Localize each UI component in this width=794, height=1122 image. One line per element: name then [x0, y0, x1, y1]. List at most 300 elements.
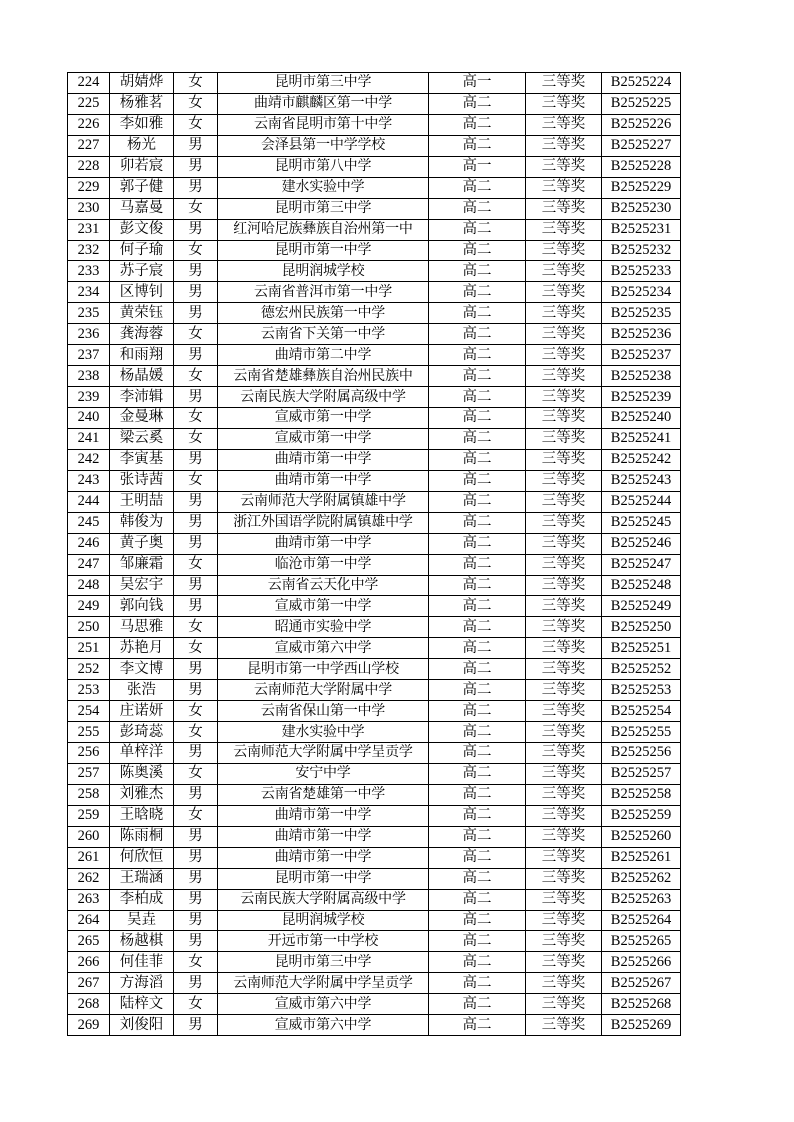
row-number-cell: 226 [68, 114, 110, 135]
gender-cell: 男 [174, 303, 218, 324]
award-level-cell: 三等奖 [526, 324, 602, 345]
award-level-cell: 三等奖 [526, 135, 602, 156]
certificate-number-cell: B2525256 [602, 743, 681, 764]
gender-cell: 男 [174, 135, 218, 156]
student-name-cell: 何佳菲 [110, 952, 174, 973]
award-level-cell: 三等奖 [526, 910, 602, 931]
award-level-cell: 三等奖 [526, 93, 602, 114]
gender-cell: 女 [174, 470, 218, 491]
certificate-number-cell: B2525237 [602, 345, 681, 366]
row-number-cell: 246 [68, 533, 110, 554]
row-number-cell: 245 [68, 512, 110, 533]
student-name-cell: 庄诺妍 [110, 701, 174, 722]
row-number-cell: 261 [68, 847, 110, 868]
student-name-cell: 杨越棋 [110, 931, 174, 952]
grade-cell: 高二 [429, 512, 526, 533]
gender-cell: 男 [174, 282, 218, 303]
gender-cell: 男 [174, 345, 218, 366]
gender-cell: 女 [174, 554, 218, 575]
school-cell: 曲靖市麒麟区第一中学 [218, 93, 429, 114]
student-name-cell: 单梓洋 [110, 743, 174, 764]
table-row [68, 931, 681, 952]
school-cell: 昆明润城学校 [218, 261, 429, 282]
gender-cell: 女 [174, 93, 218, 114]
row-number-cell: 256 [68, 743, 110, 764]
gender-cell: 男 [174, 533, 218, 554]
award-level-cell: 三等奖 [526, 408, 602, 429]
award-level-cell: 三等奖 [526, 763, 602, 784]
gender-cell: 男 [174, 889, 218, 910]
table-row [68, 1015, 681, 1036]
grade-cell: 高二 [429, 889, 526, 910]
table-row [68, 596, 681, 617]
grade-cell: 高二 [429, 114, 526, 135]
grade-cell: 高二 [429, 952, 526, 973]
student-name-cell: 王瑞涵 [110, 868, 174, 889]
grade-cell: 高二 [429, 617, 526, 638]
table-row [68, 198, 681, 219]
grade-cell: 高二 [429, 805, 526, 826]
table-row [68, 826, 681, 847]
gender-cell: 男 [174, 156, 218, 177]
gender-cell: 女 [174, 617, 218, 638]
school-cell: 昭通市实验中学 [218, 617, 429, 638]
grade-cell: 高二 [429, 638, 526, 659]
school-cell: 云南省楚雄彝族自治州民族中 [218, 366, 429, 387]
certificate-number-cell: B2525239 [602, 387, 681, 408]
certificate-number-cell: B2525235 [602, 303, 681, 324]
student-name-cell: 方海滔 [110, 973, 174, 994]
certificate-number-cell: B2525238 [602, 366, 681, 387]
table-row [68, 889, 681, 910]
gender-cell: 女 [174, 763, 218, 784]
row-number-cell: 254 [68, 701, 110, 722]
student-name-cell: 吴宏宇 [110, 575, 174, 596]
student-name-cell: 李沛辑 [110, 387, 174, 408]
table-row [68, 512, 681, 533]
table-row [68, 282, 681, 303]
school-cell: 昆明市第三中学 [218, 198, 429, 219]
school-cell: 云南民族大学附属高级中学 [218, 387, 429, 408]
certificate-number-cell: B2525252 [602, 659, 681, 680]
certificate-number-cell: B2525224 [602, 73, 681, 94]
student-name-cell: 区博钊 [110, 282, 174, 303]
grade-cell: 高二 [429, 847, 526, 868]
row-number-cell: 251 [68, 638, 110, 659]
grade-cell: 高二 [429, 303, 526, 324]
student-name-cell: 苏艳月 [110, 638, 174, 659]
school-cell: 云南省云天化中学 [218, 575, 429, 596]
award-level-cell: 三等奖 [526, 261, 602, 282]
table-row [68, 449, 681, 470]
row-number-cell: 255 [68, 722, 110, 743]
gender-cell: 男 [174, 784, 218, 805]
table-row [68, 743, 681, 764]
row-number-cell: 225 [68, 93, 110, 114]
student-name-cell: 胡婧烨 [110, 73, 174, 94]
certificate-number-cell: B2525244 [602, 491, 681, 512]
student-name-cell: 吴垚 [110, 910, 174, 931]
student-name-cell: 金曼琳 [110, 408, 174, 429]
grade-cell: 高二 [429, 408, 526, 429]
grade-cell: 高二 [429, 973, 526, 994]
gender-cell: 男 [174, 596, 218, 617]
table-row [68, 491, 681, 512]
award-level-cell: 三等奖 [526, 533, 602, 554]
certificate-number-cell: B2525268 [602, 994, 681, 1015]
row-number-cell: 252 [68, 659, 110, 680]
student-name-cell: 郭向钱 [110, 596, 174, 617]
grade-cell: 高一 [429, 73, 526, 94]
grade-cell: 高二 [429, 868, 526, 889]
table-row [68, 784, 681, 805]
table-row [68, 387, 681, 408]
gender-cell: 男 [174, 177, 218, 198]
grade-cell: 高二 [429, 366, 526, 387]
gender-cell: 男 [174, 491, 218, 512]
award-level-cell: 三等奖 [526, 826, 602, 847]
row-number-cell: 258 [68, 784, 110, 805]
row-number-cell: 234 [68, 282, 110, 303]
row-number-cell: 264 [68, 910, 110, 931]
gender-cell: 女 [174, 114, 218, 135]
school-cell: 曲靖市第一中学 [218, 847, 429, 868]
school-cell: 曲靖市第一中学 [218, 826, 429, 847]
school-cell: 昆明市第三中学 [218, 73, 429, 94]
table-row [68, 659, 681, 680]
award-level-cell: 三等奖 [526, 449, 602, 470]
row-number-cell: 229 [68, 177, 110, 198]
award-level-cell: 三等奖 [526, 428, 602, 449]
school-cell: 开远市第一中学校 [218, 931, 429, 952]
certificate-number-cell: B2525266 [602, 952, 681, 973]
student-name-cell: 张浩 [110, 680, 174, 701]
gender-cell: 女 [174, 994, 218, 1015]
certificate-number-cell: B2525236 [602, 324, 681, 345]
grade-cell: 高二 [429, 722, 526, 743]
certificate-number-cell: B2525226 [602, 114, 681, 135]
gender-cell: 女 [174, 722, 218, 743]
award-level-cell: 三等奖 [526, 847, 602, 868]
school-cell: 云南师范大学附属中学呈贡学 [218, 743, 429, 764]
row-number-cell: 242 [68, 449, 110, 470]
certificate-number-cell: B2525267 [602, 973, 681, 994]
grade-cell: 高二 [429, 261, 526, 282]
school-cell: 临沧市第一中学 [218, 554, 429, 575]
gender-cell: 男 [174, 973, 218, 994]
school-cell: 昆明市第一中学 [218, 868, 429, 889]
certificate-number-cell: B2525254 [602, 701, 681, 722]
award-level-cell: 三等奖 [526, 156, 602, 177]
table-row [68, 638, 681, 659]
table-row [68, 261, 681, 282]
school-cell: 德宏州民族第一中学 [218, 303, 429, 324]
school-cell: 宣威市第一中学 [218, 596, 429, 617]
school-cell: 昆明市第一中学 [218, 240, 429, 261]
gender-cell: 男 [174, 261, 218, 282]
school-cell: 昆明市第三中学 [218, 952, 429, 973]
row-number-cell: 244 [68, 491, 110, 512]
certificate-number-cell: B2525233 [602, 261, 681, 282]
grade-cell: 高二 [429, 994, 526, 1015]
certificate-number-cell: B2525227 [602, 135, 681, 156]
school-cell: 云南师范大学附属中学呈贡学 [218, 973, 429, 994]
certificate-number-cell: B2525240 [602, 408, 681, 429]
student-name-cell: 王明喆 [110, 491, 174, 512]
certificate-number-cell: B2525265 [602, 931, 681, 952]
gender-cell: 男 [174, 743, 218, 764]
award-level-cell: 三等奖 [526, 303, 602, 324]
certificate-number-cell: B2525262 [602, 868, 681, 889]
grade-cell: 高二 [429, 219, 526, 240]
row-number-cell: 237 [68, 345, 110, 366]
award-level-cell: 三等奖 [526, 73, 602, 94]
award-level-cell: 三等奖 [526, 345, 602, 366]
certificate-number-cell: B2525253 [602, 680, 681, 701]
grade-cell: 高二 [429, 240, 526, 261]
table-row [68, 240, 681, 261]
row-number-cell: 240 [68, 408, 110, 429]
table-row [68, 868, 681, 889]
award-level-cell: 三等奖 [526, 366, 602, 387]
table-row [68, 847, 681, 868]
row-number-cell: 259 [68, 805, 110, 826]
gender-cell: 男 [174, 659, 218, 680]
table-row [68, 345, 681, 366]
gender-cell: 男 [174, 387, 218, 408]
table-row [68, 701, 681, 722]
award-level-cell: 三等奖 [526, 722, 602, 743]
table-row [68, 470, 681, 491]
school-cell: 云南省普洱市第一中学 [218, 282, 429, 303]
row-number-cell: 243 [68, 470, 110, 491]
grade-cell: 高二 [429, 177, 526, 198]
row-number-cell: 224 [68, 73, 110, 94]
table-row [68, 324, 681, 345]
award-level-cell: 三等奖 [526, 659, 602, 680]
student-name-cell: 何欣恒 [110, 847, 174, 868]
grade-cell: 高二 [429, 470, 526, 491]
grade-cell: 高二 [429, 324, 526, 345]
grade-cell: 高二 [429, 659, 526, 680]
certificate-number-cell: B2525241 [602, 428, 681, 449]
gender-cell: 男 [174, 868, 218, 889]
grade-cell: 高二 [429, 1015, 526, 1036]
grade-cell: 高二 [429, 387, 526, 408]
row-number-cell: 232 [68, 240, 110, 261]
grade-cell: 高二 [429, 449, 526, 470]
award-level-cell: 三等奖 [526, 554, 602, 575]
award-level-cell: 三等奖 [526, 973, 602, 994]
grade-cell: 高二 [429, 826, 526, 847]
student-name-cell: 杨晶媛 [110, 366, 174, 387]
student-name-cell: 李文博 [110, 659, 174, 680]
gender-cell: 男 [174, 575, 218, 596]
certificate-number-cell: B2525243 [602, 470, 681, 491]
award-level-cell: 三等奖 [526, 952, 602, 973]
student-name-cell: 杨光 [110, 135, 174, 156]
grade-cell: 高二 [429, 533, 526, 554]
school-cell: 宣威市第一中学 [218, 428, 429, 449]
award-level-cell: 三等奖 [526, 638, 602, 659]
certificate-number-cell: B2525245 [602, 512, 681, 533]
award-level-cell: 三等奖 [526, 680, 602, 701]
table-row [68, 114, 681, 135]
table-row [68, 994, 681, 1015]
certificate-number-cell: B2525246 [602, 533, 681, 554]
certificate-number-cell: B2525250 [602, 617, 681, 638]
school-cell: 云南省保山第一中学 [218, 701, 429, 722]
row-number-cell: 236 [68, 324, 110, 345]
table-row [68, 177, 681, 198]
grade-cell: 高二 [429, 680, 526, 701]
school-cell: 宣威市第六中学 [218, 638, 429, 659]
certificate-number-cell: B2525257 [602, 763, 681, 784]
award-level-cell: 三等奖 [526, 177, 602, 198]
certificate-number-cell: B2525242 [602, 449, 681, 470]
award-level-cell: 三等奖 [526, 114, 602, 135]
gender-cell: 女 [174, 324, 218, 345]
student-name-cell: 陆梓文 [110, 994, 174, 1015]
row-number-cell: 239 [68, 387, 110, 408]
certificate-number-cell: B2525269 [602, 1015, 681, 1036]
row-number-cell: 249 [68, 596, 110, 617]
gender-cell: 男 [174, 847, 218, 868]
award-level-cell: 三等奖 [526, 240, 602, 261]
certificate-number-cell: B2525234 [602, 282, 681, 303]
student-name-cell: 何子瑜 [110, 240, 174, 261]
award-level-cell: 三等奖 [526, 784, 602, 805]
row-number-cell: 230 [68, 198, 110, 219]
grade-cell: 高二 [429, 763, 526, 784]
student-name-cell: 李寅基 [110, 449, 174, 470]
row-number-cell: 231 [68, 219, 110, 240]
grade-cell: 高二 [429, 428, 526, 449]
row-number-cell: 227 [68, 135, 110, 156]
student-name-cell: 和雨翔 [110, 345, 174, 366]
certificate-number-cell: B2525264 [602, 910, 681, 931]
school-cell: 云南民族大学附属高级中学 [218, 889, 429, 910]
row-number-cell: 247 [68, 554, 110, 575]
certificate-number-cell: B2525255 [602, 722, 681, 743]
row-number-cell: 260 [68, 826, 110, 847]
table-row [68, 408, 681, 429]
table-row [68, 533, 681, 554]
table-row [68, 156, 681, 177]
grade-cell: 高二 [429, 198, 526, 219]
student-name-cell: 彭文俊 [110, 219, 174, 240]
student-name-cell: 黄子奥 [110, 533, 174, 554]
award-level-cell: 三等奖 [526, 889, 602, 910]
school-cell: 昆明市第一中学西山学校 [218, 659, 429, 680]
student-name-cell: 张诗茜 [110, 470, 174, 491]
award-level-cell: 三等奖 [526, 805, 602, 826]
certificate-number-cell: B2525249 [602, 596, 681, 617]
award-level-cell: 三等奖 [526, 743, 602, 764]
grade-cell: 高二 [429, 743, 526, 764]
student-name-cell: 王晗晓 [110, 805, 174, 826]
award-level-cell: 三等奖 [526, 994, 602, 1015]
school-cell: 建水实验中学 [218, 177, 429, 198]
row-number-cell: 253 [68, 680, 110, 701]
award-level-cell: 三等奖 [526, 701, 602, 722]
certificate-number-cell: B2525260 [602, 826, 681, 847]
student-name-cell: 马思雅 [110, 617, 174, 638]
student-name-cell: 卯若宸 [110, 156, 174, 177]
student-name-cell: 马嘉曼 [110, 198, 174, 219]
gender-cell: 男 [174, 910, 218, 931]
row-number-cell: 267 [68, 973, 110, 994]
school-cell: 红河哈尼族彝族自治州第一中 [218, 219, 429, 240]
table-row [68, 722, 681, 743]
table-row [68, 135, 681, 156]
certificate-number-cell: B2525248 [602, 575, 681, 596]
row-number-cell: 257 [68, 763, 110, 784]
gender-cell: 男 [174, 680, 218, 701]
school-cell: 曲靖市第一中学 [218, 805, 429, 826]
student-name-cell: 苏子宸 [110, 261, 174, 282]
row-number-cell: 228 [68, 156, 110, 177]
certificate-number-cell: B2525230 [602, 198, 681, 219]
award-level-cell: 三等奖 [526, 387, 602, 408]
student-name-cell: 刘俊阳 [110, 1015, 174, 1036]
table-row [68, 366, 681, 387]
row-number-cell: 241 [68, 428, 110, 449]
award-level-cell: 三等奖 [526, 282, 602, 303]
award-level-cell: 三等奖 [526, 512, 602, 533]
row-number-cell: 263 [68, 889, 110, 910]
grade-cell: 高二 [429, 491, 526, 512]
row-number-cell: 250 [68, 617, 110, 638]
table-row [68, 219, 681, 240]
school-cell: 浙江外国语学院附属镇雄中学 [218, 512, 429, 533]
table-row [68, 973, 681, 994]
award-level-cell: 三等奖 [526, 198, 602, 219]
student-name-cell: 陈奥溪 [110, 763, 174, 784]
student-name-cell: 刘雅杰 [110, 784, 174, 805]
table-row [68, 554, 681, 575]
table-row [68, 952, 681, 973]
row-number-cell: 265 [68, 931, 110, 952]
gender-cell: 男 [174, 1015, 218, 1036]
gender-cell: 男 [174, 826, 218, 847]
student-name-cell: 龚海蓉 [110, 324, 174, 345]
student-name-cell: 黄荣钰 [110, 303, 174, 324]
certificate-number-cell: B2525232 [602, 240, 681, 261]
certificate-number-cell: B2525261 [602, 847, 681, 868]
school-cell: 宣威市第六中学 [218, 1015, 429, 1036]
certificate-number-cell: B2525251 [602, 638, 681, 659]
school-cell: 宣威市第六中学 [218, 994, 429, 1015]
award-list-table [67, 72, 681, 1036]
award-level-cell: 三等奖 [526, 931, 602, 952]
school-cell: 昆明润城学校 [218, 910, 429, 931]
grade-cell: 高二 [429, 575, 526, 596]
gender-cell: 女 [174, 805, 218, 826]
school-cell: 昆明市第八中学 [218, 156, 429, 177]
school-cell: 云南师范大学附属中学 [218, 680, 429, 701]
certificate-number-cell: B2525229 [602, 177, 681, 198]
row-number-cell: 235 [68, 303, 110, 324]
grade-cell: 高二 [429, 596, 526, 617]
gender-cell: 男 [174, 449, 218, 470]
award-rows [68, 73, 681, 1036]
gender-cell: 女 [174, 952, 218, 973]
gender-cell: 女 [174, 638, 218, 659]
award-level-cell: 三等奖 [526, 470, 602, 491]
certificate-number-cell: B2525228 [602, 156, 681, 177]
row-number-cell: 238 [68, 366, 110, 387]
